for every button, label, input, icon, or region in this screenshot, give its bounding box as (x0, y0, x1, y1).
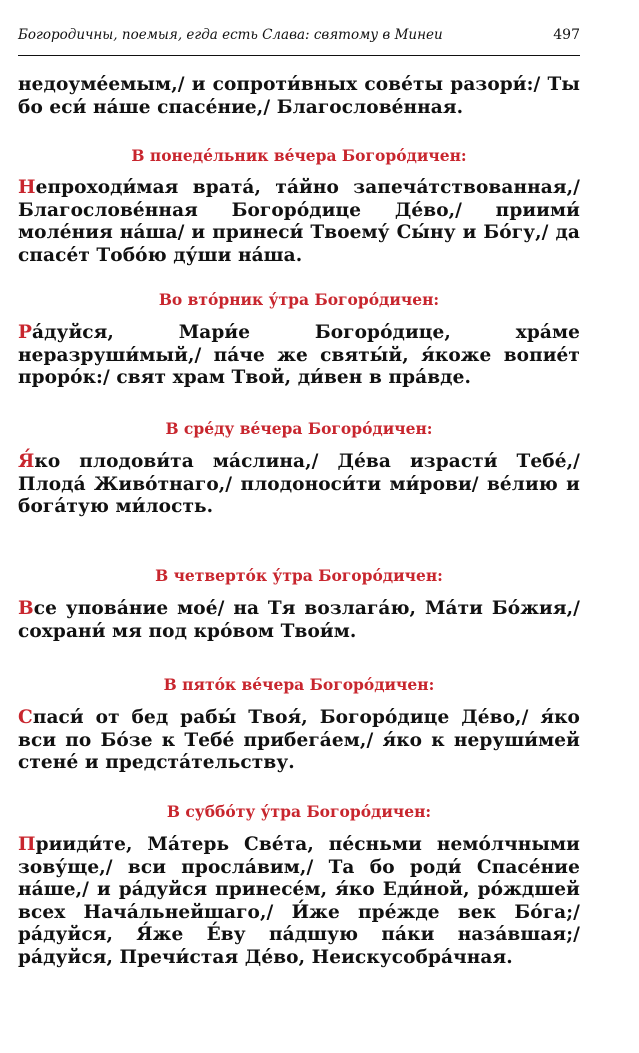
red-initial: П (18, 834, 36, 855)
header-rule (18, 55, 580, 56)
red-initial: В (18, 598, 34, 619)
troparion-wednesday (18, 451, 580, 519)
troparion-saturday (18, 834, 580, 969)
running-title: Богородичны, поемыя, егда есть Слава: святому в Минеи (18, 27, 443, 43)
continuation-text: недоуме́емым,/ и сопроти́вных сове́ты разори́:/ Ты бо еси́ на́ше спасе́ние,/ Благослове́нная. (18, 74, 580, 118)
section-heading-monday: В понеде́льник ве́чера Богоро́дичен: (131, 146, 467, 165)
red-initial: Р (18, 322, 33, 343)
troparion-text: паси́ от бед рабы́ Твоя́, Богоро́дице Де́во,/ я́ко вси по Бо́зе к Тебе́ прибега́ем,/ я́ко к неруши́мей стене́ и предста́тельству. (18, 707, 580, 773)
troparion-friday (18, 707, 580, 775)
troparion-text: ́ко плодови́та ма́слина,/ Де́ва израсти́ Тебе́,/ Плода́ Живо́тнаго,/ плодоноси́ти ми́рови/ ве́лию и бога́тую ми́лость. (18, 451, 580, 517)
book-page (18, 0, 580, 1053)
troparion-text: рииди́те, Ма́терь Све́та, пе́сньми немо́лчными зову́ще,/ вси просла́вим,/ Та бо роди́ Спасе́ние на́ше,/ и ра́дуйся принесе́м, я́ко Еди́ной, ро́ждшей всех Нача́льнейшаго,/ И́же пре́жде век Бо́га;/ ра́дуйся, Я́же Е́ву па́дшую па́ки наза́вшая;/ ра́дуйся, Пречи́стая Де́во, Неискусобра́чная. (18, 834, 580, 968)
troparion-tuesday (18, 322, 580, 390)
page-number: 497 (553, 27, 580, 43)
troparion-text: се упова́ние мое́/ на Тя возлага́ю, Ма́ти Бо́жия,/ сохрани́ мя под кро́вом Твои́м. (18, 598, 580, 642)
running-head (18, 27, 580, 45)
section-heading-saturday: В суббо́ту у́тра Богоро́дичен: (166, 802, 432, 821)
section-heading-tuesday: Во вто́рник у́тра Богоро́дичен: (158, 290, 440, 309)
red-initial: Н (18, 177, 36, 198)
section-heading-friday: В пято́к ве́чера Богоро́дичен: (163, 675, 435, 694)
troparion-text: а́дуйся, Мари́е Богоро́дице, хра́ме неразруши́мый,/ па́че же святы́й, я́коже вопие́т проро́к:/ свят храм Твой, ди́вен в пра́вде. (18, 322, 580, 388)
section-heading-wednesday: В сре́ду ве́чера Богоро́дичен: (165, 419, 433, 438)
red-initial: С (18, 707, 33, 728)
troparion-thursday (18, 598, 580, 643)
section-heading-thursday: В четверто́к у́тра Богоро́дичен: (155, 566, 443, 585)
red-initial: Я (18, 451, 35, 472)
troparion-text: епроходи́мая врата́, та́йно запеча́тствованная,/ Благослове́нная Богоро́дице Де́во,/ приими́ моле́ния на́ша/ и принеси́ Твоему́ Сы́ну и Бо́гу,/ да спасе́т Тобо́ю ду́ши на́ша. (18, 177, 580, 266)
troparion-monday (18, 177, 580, 267)
